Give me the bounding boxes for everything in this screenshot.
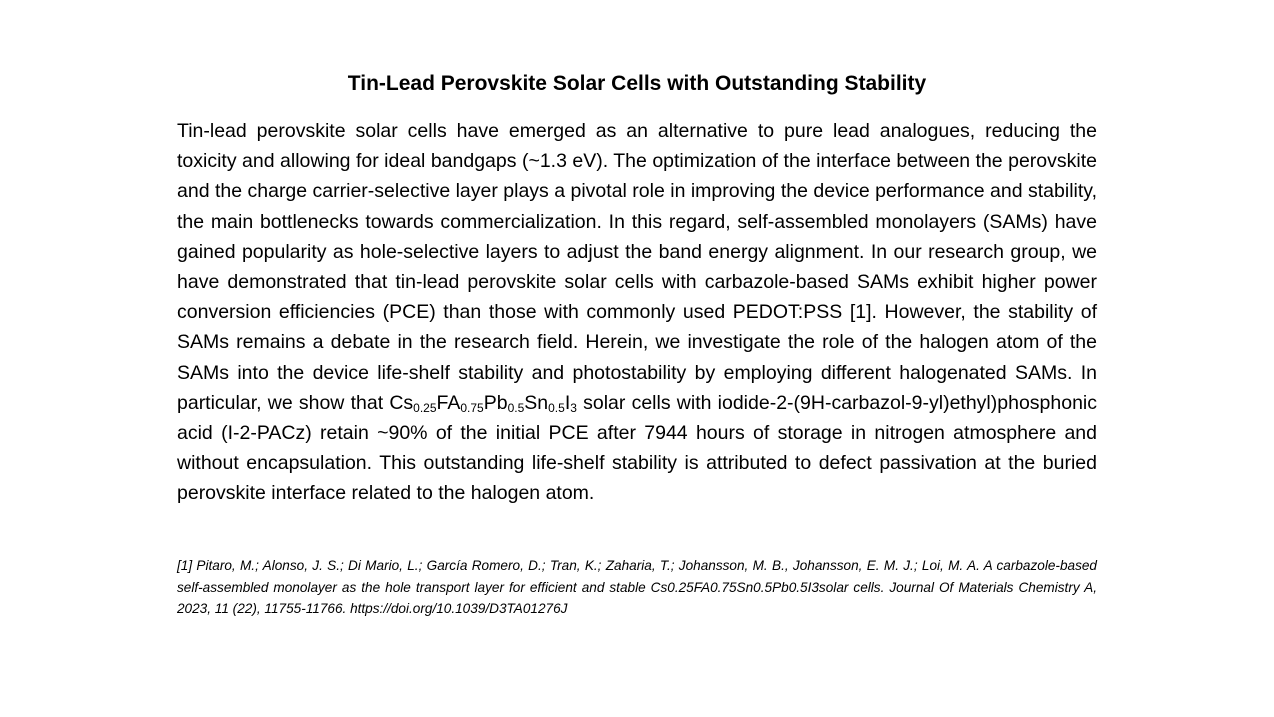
formula-subscript-sn: 0.5 (548, 400, 565, 415)
formula-subscript-pb: 0.5 (507, 400, 525, 415)
abstract-text-part1: Tin-lead perovskite solar cells have emerged as an alternative to pure lead analogues, reducing the toxicity and allowing for ideal bandgaps (~1.3 eV). The optimization of the interface between the perovskite and the charge carrier-selective layer plays a pivotal role in improving the device performance and stability, the main bottlenecks towards commercialization. In this regard, self-assembled monolayers (SAMs) have gained popularity as hole-selective layers to adjust the band energy alignment. In our research group, we have demonstrated that tin-lead perovskite solar cells with carbazole-based SAMs exhibit higher power conversion efficiencies (PCE) than those with commonly used PEDOT:PSS [1]. However, the stability of SAMs remains a debate in the research field. Herein, we investigate the role of the halogen atom of the SAMs into the device life-shelf stability and photostability by employing different halogenated SAMs. In particular, we show that (177, 120, 1097, 414)
formula-element-fa: FA (436, 391, 461, 414)
abstract-paragraph (177, 116, 1097, 509)
abstract-text-part2: solar cells with iodide-2-(9H-carbazol-9-yl)ethyl)phosphonic acid (I-2-PACz) retain ~90% of the initial PCE after 7944 hours of storage in nitrogen atmosphere and without encapsulation. This outstanding life-shelf stability is attributed to defect passivation at the buried perovskite interface related to the halogen atom. (177, 391, 1097, 505)
formula-element-cs: Cs (389, 391, 414, 414)
formula-subscript-fa: 0.75 (460, 400, 484, 415)
formula-subscript-i: 3 (570, 400, 577, 415)
formula-element-i: I (564, 391, 571, 414)
formula-subscript-cs: 0.25 (413, 400, 437, 415)
slide-title: Tin-Lead Perovskite Solar Cells with Outstanding Stability (347, 72, 927, 95)
perovskite-formula (389, 392, 577, 414)
formula-element-sn: Sn (524, 391, 549, 414)
reference-citation: [1] Pitaro, M.; Alonso, J. S.; Di Mario, L.; García Romero, D.; Tran, K.; Zaharia, T.; Johansson, M. B., Johansson, E. M. J.; Loi, M. A. A carbazole-based self-assembled monolayer as the hole transport layer for efficient and stable Cs0.25FA0.75Sn0.5Pb0.5I3solar cells. Journal Of Materials Chemistry A, 2023, 11 (22), 11755-11766. https://doi.org/10.1039/D3TA01276J (177, 558, 1097, 616)
formula-element-pb: Pb (483, 391, 508, 414)
